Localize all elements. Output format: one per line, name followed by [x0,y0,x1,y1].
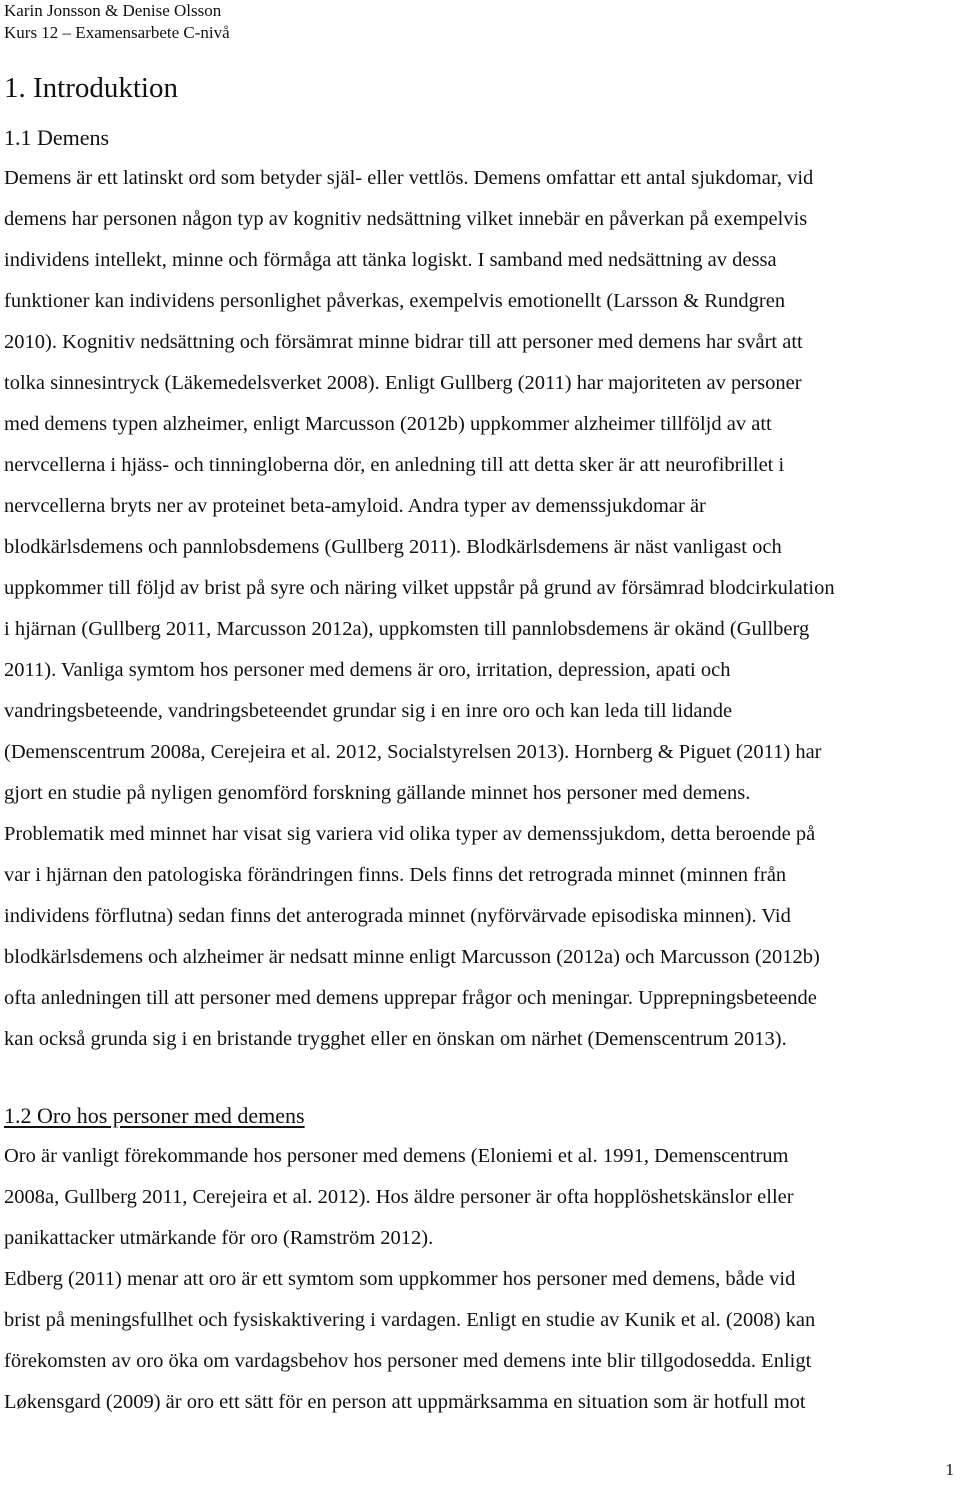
text-line: nervcellerna i hjäss- och tinningloberna dör, en anledning till att detta sker är att neurofibrillet i [4,454,785,476]
paragraph-oro-2 [4,1259,948,1423]
text-line: uppkommer till följd av brist på syre och näring vilket uppstår på grund av försämrad blodcirkulation [4,577,835,599]
text-line: funktioner kan individens personlighet påverkas, exempelvis emotionellt (Larsson & Rundgren [4,290,786,312]
text-line: gjort en studie på nyligen genomförd forskning gällande minnet hos personer med demens. [4,782,751,804]
course-line: Kurs 12 – Examensarbete C-nivå [4,23,230,42]
text-line: individens intellekt, minne och förmåga att tänka logiskt. I samband med nedsättning av dessa [4,249,777,271]
text-line: blodkärlsdemens och pannlobsdemens (Gullberg 2011). Blodkärlsdemens är näst vanligast och [4,536,782,558]
text-line: i hjärnan (Gullberg 2011, Marcusson 2012a), uppkomsten till pannlobsdemens är okänd (Gullberg [4,618,810,640]
text-line: Demens är ett latinskt ord som betyder själ- eller vettlös. Demens omfattar ett antal sjukdomar, vid [4,167,814,189]
text-line: blodkärlsdemens och alzheimer är nedsatt minne enligt Marcusson (2012a) och Marcusson (2012b) [4,946,820,968]
section-heading-demens: 1.1 Demens [4,125,110,150]
text-line: (Demenscentrum 2008a, Cerejeira et al. 2012, Socialstyrelsen 2013). Hornberg & Piguet (2011) har [4,741,822,763]
text-line: 2008a, Gullberg 2011, Cerejeira et al. 2012). Hos äldre personer är ofta hopplöshetskänslor eller [4,1186,794,1208]
paragraph-oro-1 [4,1136,948,1259]
text-line: nervcellerna bryts ner av proteinet beta-amyloid. Andra typer av demenssjukdomar är [4,495,706,517]
text-line: Edberg (2011) menar att oro är ett symtom som uppkommer hos personer med demens, både vid [4,1268,796,1290]
text-line: vandringsbeteende, vandringsbeteendet grundar sig i en inre oro och kan leda till lidande [4,700,733,722]
text-line: brist på meningsfullhet och fysiskaktivering i vardagen. Enligt en studie av Kunik et al. (2008) kan [4,1309,816,1331]
text-line: Løkensgard (2009) är oro ett sätt för en person att uppmärksamma en situation som är hotfull mot [4,1391,806,1413]
text-line: panikattacker utmärkande för oro (Ramström 2012). [4,1227,434,1249]
text-line: 2011). Vanliga symtom hos personer med demens är oro, irritation, depression, apati och [4,659,731,681]
section-heading-oro: 1.2 Oro hos personer med demens [4,1103,305,1128]
chapter-heading: 1. Introduktion [4,72,178,104]
text-line: 2010). Kognitiv nedsättning och försämrat minne bidrar till att personer med demens har svårt att [4,331,803,353]
text-line: demens har personen någon typ av kognitiv nedsättning vilket innebär en påverkan på exempelvis [4,208,808,230]
authors-line: Karin Jonsson & Denise Olsson [4,1,222,20]
page-header [4,0,230,44]
text-line: med demens typen alzheimer, enligt Marcusson (2012b) uppkommer alzheimer tillföljd av att [4,413,772,435]
text-line: ofta anledningen till att personer med demens upprepar frågor och meningar. Upprepningsbeteende [4,987,817,1009]
text-line: Problematik med minnet har visat sig variera vid olika typer av demenssjukdom, detta beroende på [4,823,816,845]
text-line: tolka sinnesintryck (Läkemedelsverket 2008). Enligt Gullberg (2011) har majoriteten av personer [4,372,802,394]
text-line: kan också grunda sig i en bristande trygghet eller en önskan om närhet (Demenscentrum 2013). [4,1028,787,1050]
text-line: förekomsten av oro öka om vardagsbehov hos personer med demens inte blir tillgodosedda. Enligt [4,1350,812,1372]
page-number: 1 [945,1460,954,1479]
paragraph-demens [4,158,948,1060]
text-line: Oro är vanligt förekommande hos personer med demens (Eloniemi et al. 1991, Demenscentrum [4,1145,789,1167]
text-line: var i hjärnan den patologiska förändringen finns. Dels finns det retrograda minnet (minnen från [4,864,787,886]
text-line: individens förflutna) sedan finns det anterograda minnet (nyförvärvade episodiska minnen). Vid [4,905,791,927]
